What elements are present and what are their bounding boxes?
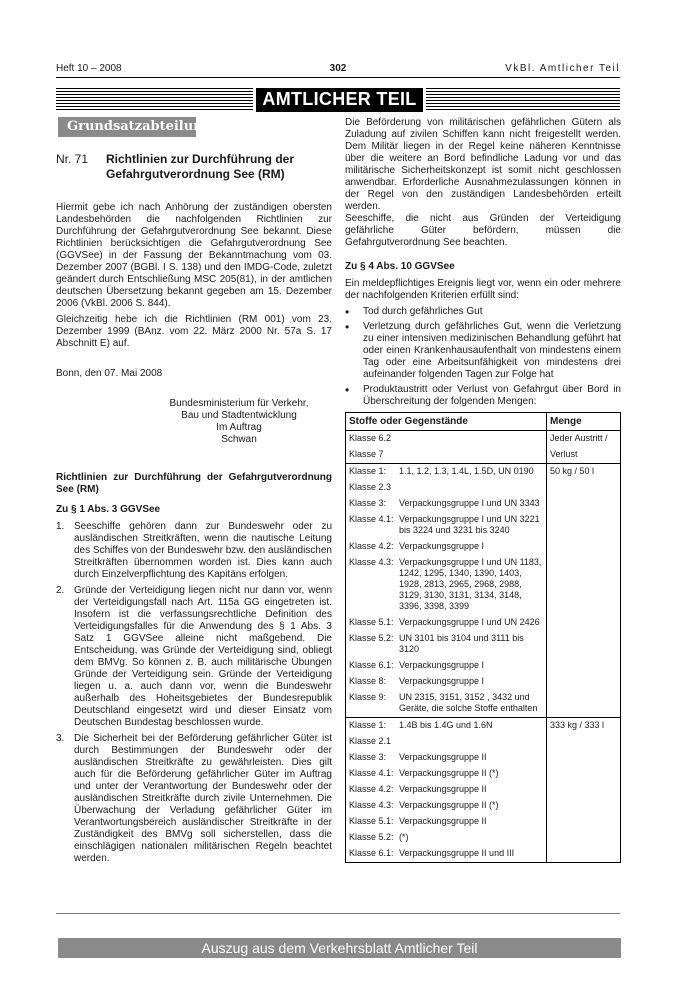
- table-row: [346, 718, 621, 863]
- column-header-quantity: Menge: [547, 413, 621, 431]
- hazard-class: Klasse 4.2:: [349, 784, 394, 794]
- guidelines-subtitle: Richtlinien zur Durchführung der Gefahrgutverordnung See (RM): [56, 472, 332, 495]
- hazard-description: UN 3101 bis 3104 und 3111 bis 3120: [399, 633, 524, 654]
- dangerous-goods-table: [345, 412, 621, 863]
- goods-cell: [346, 718, 547, 863]
- hazard-class: Klasse 2.1: [349, 736, 392, 746]
- hazard-description: Verpackungsgruppe I: [399, 541, 485, 551]
- hazard-description: Verpackungsgruppe II (*): [399, 768, 499, 778]
- goods-entry: [349, 750, 543, 766]
- hazard-class: Klasse 3:: [349, 752, 387, 762]
- quantity-value: 50 kg / 50 l: [550, 466, 595, 476]
- goods-entry: [349, 798, 543, 814]
- goods-entry: [349, 447, 543, 463]
- goods-entry: [349, 496, 543, 512]
- list-text: Produktaustritt oder Verlust von Gefahrgut über Bord in Überschreitung der folgenden Mengen:: [363, 384, 621, 407]
- list-text: Tod durch gefährliches Gut: [363, 306, 483, 317]
- list-number: 3.: [56, 733, 65, 744]
- place-date: Bonn, den 07. Mai 2008: [56, 368, 163, 379]
- goods-entry: [349, 830, 543, 846]
- body-paragraph: Ein meldepflichtiges Ereignis liegt vor, wenn ein oder mehrere der nachfolgenden Kriterien erfüllt sind:: [345, 278, 621, 301]
- quantity-cell: [547, 464, 621, 718]
- goods-cell: [346, 464, 547, 718]
- goods-entry: [349, 690, 543, 717]
- column-header-goods: Stoffe oder Gegenstände: [346, 413, 547, 431]
- goods-entry: [349, 766, 543, 782]
- table-header-row: [346, 413, 621, 431]
- hazard-description: 1.1, 1.2, 1.3, 1.4L, 1.5D, UN 0190: [399, 466, 534, 476]
- document-title-block: [56, 152, 332, 182]
- goods-entry: [349, 464, 543, 480]
- running-header: [56, 63, 620, 77]
- hazard-class: Klasse 6.2: [349, 433, 392, 443]
- left-column: [56, 152, 332, 869]
- goods-entry: [349, 539, 543, 555]
- signature-line: Bau und Stadtentwicklung: [181, 410, 297, 421]
- section-banner-text: AMTLICHER TEIL: [256, 88, 422, 112]
- hazard-class: Klasse 3:: [349, 498, 387, 508]
- hazard-description: Verpackungsgruppe I und UN 1183, 1242, 1295, 1340, 1390, 1403, 1928, 2813, 2965, 2968, 2988, 3129, 3130, 3131, 3134, 3148, 3396, 3398, 3399: [399, 557, 542, 611]
- hazard-class: Klasse 5.1:: [349, 816, 394, 826]
- document-number: Nr. 71: [56, 152, 89, 166]
- list-item: [345, 321, 621, 381]
- quantity-cell: [547, 718, 621, 863]
- hazard-class: Klasse 6.1:: [349, 848, 394, 858]
- section-banner: [253, 86, 426, 114]
- signature-line: Schwan: [221, 434, 257, 445]
- list-text: Verletzung durch gefährliches Gut, wenn die Verletzung zu einer intensiven medizinischen Behandlung geführt hat oder einen Krankenhausaufenthalt von mindestens einem Tag oder eine Arbeitsunfähigkeit von mindestens drei aufeinander folgenden Tagen zur Folge hat: [363, 321, 621, 380]
- hazard-description: Verpackungsgruppe II: [399, 752, 487, 762]
- list-number: 2.: [56, 585, 65, 596]
- hazard-class: Klasse 2.3: [349, 482, 392, 492]
- hazard-class: Klasse 6.1:: [349, 660, 394, 670]
- section-heading: Zu § 4 Abs. 10 GGVSee: [345, 261, 455, 272]
- goods-entry: [349, 658, 543, 674]
- footer-divider: [56, 913, 620, 914]
- hazard-description: Verpackungsgruppe II: [399, 816, 487, 826]
- hazard-class: Klasse 5.1:: [349, 617, 394, 627]
- body-paragraph: Seeschiffe, die nicht aus Gründen der Verteidigung gefährliche Güter befördern, müssen die Gefahrgutverordnung See beachten.: [345, 213, 621, 248]
- list-item: [56, 521, 332, 581]
- hazard-class: Klasse 9:: [349, 692, 387, 702]
- goods-entry: [349, 431, 543, 447]
- hazard-description: Verpackungsgruppe II und III: [399, 848, 515, 858]
- list-text: Die Sicherheit bei der Beförderung gefährlicher Güter ist durch Bestimmungen der Bundeswehr oder der ausländischen Streitkräfte zu gewährleisten. Dies gilt auch für die Beförderung gefährlicher Güter im Auftrag und unter der Verantwortung der Bundeswehr oder der ausländischen Streitkräfte durch zivile Unternehmen. Die Überwachung der Verladung gefährlicher Güter im Verantwortungsbereich ausländischer Streitkräfte in der Zuständigkeit des BMVg soll sicherstellen, dass die einschlägigen nationalen militärischen Regeln beachtet werden.: [74, 733, 332, 864]
- numbered-list: [56, 521, 332, 865]
- hazard-class: Klasse 7: [349, 449, 384, 459]
- category-label: Grundsatzabteilung: [58, 117, 196, 137]
- body-paragraph: Die Beförderung von militärischen gefährlichen Gütern als Zuladung auf zivilen Schiffen kann nicht freigestellt werden. Dem Militär liegen in der Regel keine näheren Kenntnisse über die weitere an Bord befindliche Ladung vor und das militärische Sicherheitskonzept ist somit nicht geschlossen anwendbar. Erforderliche Ausnahmezulassungen können in der Regel von den zuständigen Landesbehörden erteilt werden.: [345, 117, 621, 212]
- goods-cell: [346, 431, 547, 464]
- quantity-value: Verlust: [550, 449, 578, 459]
- quantity-value: Jeder Austritt /: [550, 433, 608, 443]
- footer-banner: Auszug aus dem Verkehrsblatt Amtlicher Teil: [58, 938, 621, 958]
- hazard-class: Klasse 4.3:: [349, 800, 394, 810]
- list-text: Gründe der Verteidigung liegen nicht nur dann vor, wenn der Verteidigungsfall nach Art. 115a GG eingetreten ist. Insofern ist die verfassungsrechtliche Definition des Verteidigungsfalles für die Anwendung des § 1 Abs. 3 Satz 1 GGVSee alleine nicht maßgebend. Die Entscheidung, was Gründe der Verteidigung sind, obliegt dem BMVg. So können z. B. auch militärische Übungen Gründe der Verteidigung sein. Gründe der Verteidigung liegen u. a. auch dann vor, wenn die Bundeswehr außerhalb des Hoheitsgebietes der Bundesrepublik Deutschland eingesetzt wird und dieser Einsatz vom Deutschen Bundestag beschlossen wurde.: [74, 585, 332, 728]
- quantity-cell: [547, 431, 621, 464]
- signature-line: Bundesministerium für Verkehr,: [169, 398, 309, 409]
- document-title: Richtlinien zur Durchführung der Gefahrgutverordnung See (RM): [106, 152, 294, 181]
- list-number: 1.: [56, 521, 65, 532]
- goods-entry: [349, 555, 543, 615]
- goods-entry: [349, 846, 543, 862]
- hazard-description: Verpackungsgruppe I und UN 3343: [399, 498, 540, 508]
- goods-entry: [349, 631, 543, 658]
- hazard-class: Klasse 1:: [349, 720, 387, 730]
- intro-paragraph: Gleichzeitig hebe ich die Richtlinien (RM 001) vom 23. Dezember 1999 (BAnz. vom 22. März 2000 Nr. 57a S. 17 Abschnitt E) auf.: [56, 314, 332, 349]
- goods-entry: [349, 480, 543, 496]
- goods-entry: [349, 782, 543, 798]
- goods-entry: [349, 615, 543, 631]
- hazard-class: Klasse 8:: [349, 676, 387, 686]
- goods-entry: [349, 512, 543, 539]
- bullet-icon: •: [345, 305, 350, 319]
- hazard-description: 1.4B bis 1.4G und 1.6N: [399, 720, 493, 730]
- list-item: [345, 306, 621, 318]
- hazard-class: Klasse 1:: [349, 466, 387, 476]
- hazard-description: [399, 449, 543, 460]
- hazard-description: Verpackungsgruppe I und UN 3221 bis 3224 und 3231 bis 3240: [399, 514, 540, 535]
- hazard-description: UN 2315, 3151, 3152 , 3432 und Geräte, die solche Stoffe enthalten: [399, 692, 538, 713]
- issue-label: Heft 10 – 2008: [56, 63, 122, 74]
- table-row: [346, 431, 621, 464]
- hazard-class: Klasse 5.2:: [349, 633, 394, 643]
- goods-entry: [349, 674, 543, 690]
- hazard-description: [399, 736, 543, 747]
- hazard-class: Klasse 4.3:: [349, 557, 394, 567]
- hazard-description: [399, 433, 543, 444]
- header-divider: [56, 77, 620, 78]
- list-item: [56, 733, 332, 865]
- table-row: [346, 464, 621, 718]
- goods-entry: [349, 718, 543, 734]
- bullet-icon: •: [345, 320, 350, 334]
- goods-entry: [349, 734, 543, 750]
- list-item: [56, 585, 332, 729]
- signature-line: Im Auftrag: [216, 422, 262, 433]
- bullet-icon: •: [345, 383, 350, 397]
- hazard-description: (*): [399, 832, 409, 842]
- hazard-description: Verpackungsgruppe I und UN 2426: [399, 617, 540, 627]
- criteria-list: [345, 306, 621, 408]
- hazard-class: Klasse 5.2:: [349, 832, 394, 842]
- page-number: 302: [329, 63, 347, 74]
- hazard-description: [399, 482, 543, 493]
- quantity-value: 333 kg / 333 l: [550, 720, 605, 730]
- hazard-class: Klasse 4.1:: [349, 514, 394, 524]
- intro-paragraph: Hiermit gebe ich nach Anhörung der zuständigen obersten Landesbehörden die nachfolgenden Richtlinien zur Durchführung der Gefahrgutverordnung See bekannt. Diese Richtlinien berücksichtigen die Gefahrgutverordnung See (GGVSee) in der Fassung der Bekanntmachung vom 03. Dezember 2007 (BGBl. I S. 138) und den IMDG-Code, zuletzt geändert durch Entschließung MSC 205(81), in der amtlichen deutschen Übersetzung bekannt gegeben am 15. Dezember 2006 (VkBl. 2006 S. 844).: [56, 202, 332, 309]
- hazard-description: Verpackungsgruppe I: [399, 676, 485, 686]
- list-item: [345, 384, 621, 408]
- hazard-description: Verpackungsgruppe II: [399, 784, 487, 794]
- hazard-class: Klasse 4.2:: [349, 541, 394, 551]
- right-column: [345, 117, 621, 863]
- hazard-description: Verpackungsgruppe II (*): [399, 800, 499, 810]
- goods-entry: [349, 814, 543, 830]
- journal-label: VkBl. Amtlicher Teil: [505, 63, 620, 74]
- signature-block: [146, 398, 332, 446]
- list-text: Seeschiffe gehören dann zur Bundeswehr oder zu ausländischen Streitkräften, wenn die nautische Leitung des Schiffes von der Bundeswehr bzw. den ausländischen Streitkräften übernommen worden ist. Dies kann auch durch Einzelverpflichtung des Kapitäns erfolgen.: [74, 521, 332, 580]
- hazard-class: Klasse 4.1:: [349, 768, 394, 778]
- hazard-description: Verpackungsgruppe I: [399, 660, 485, 670]
- section-heading: Zu § 1 Abs. 3 GGVSee: [56, 504, 161, 515]
